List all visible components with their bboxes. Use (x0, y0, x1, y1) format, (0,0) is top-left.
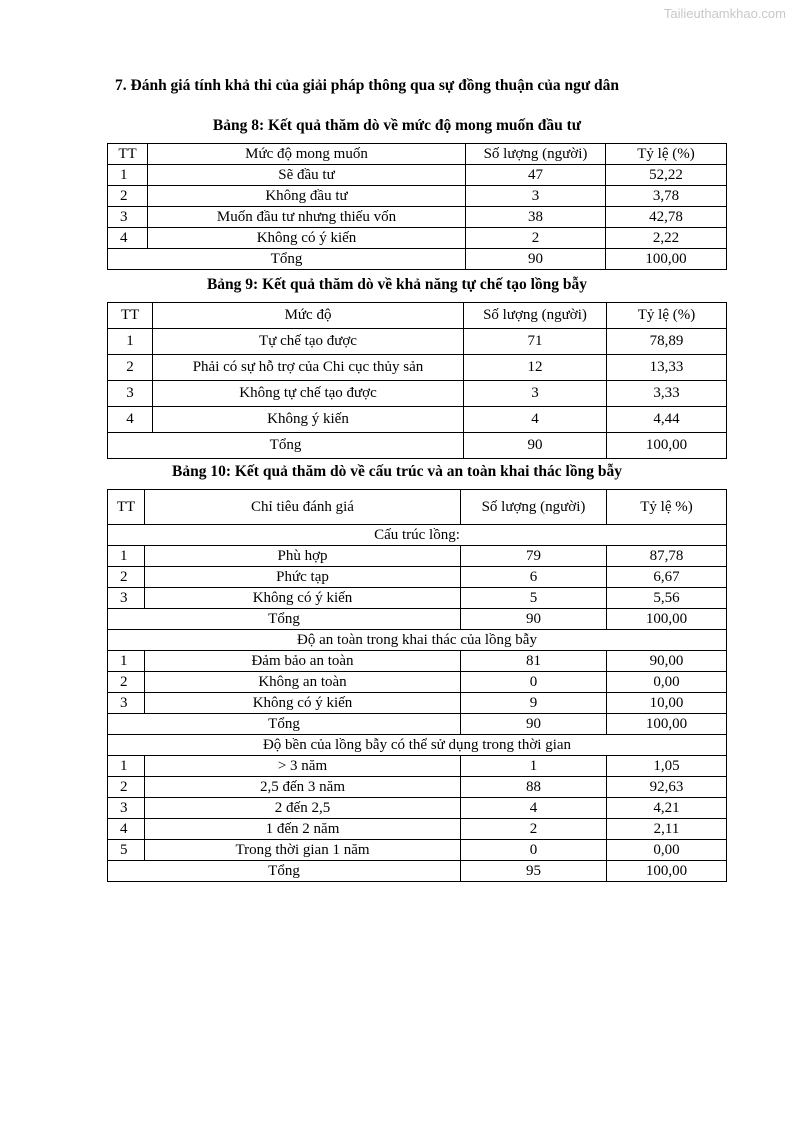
count-cell: 71 (464, 329, 607, 355)
table-row (108, 756, 727, 777)
column-header: Số lượng (người) (461, 490, 607, 525)
percent-cell: 1,05 (607, 756, 727, 777)
column-header: TT (108, 144, 148, 165)
column-header: Số lượng (người) (464, 303, 607, 329)
tt-cell: 2 (108, 186, 148, 207)
tt-cell: 2 (108, 777, 145, 798)
tt-cell: 5 (108, 840, 145, 861)
table-row (108, 355, 727, 381)
label-cell: Đảm bảo an toàn (145, 651, 461, 672)
group-title: Độ bền của lồng bẫy có thể sử dụng trong thời gian (108, 735, 727, 756)
count-cell: 9 (461, 693, 607, 714)
table-row (108, 819, 727, 840)
column-header: Số lượng (người) (466, 144, 606, 165)
table-row (108, 693, 727, 714)
column-header: Tỷ lệ (%) (606, 144, 727, 165)
group-title-row (108, 525, 727, 546)
percent-cell: 3,33 (607, 381, 727, 407)
table-header-row (108, 490, 727, 525)
table9-caption: Bảng 9: Kết quả thăm dò về khả năng tự chế tạo lồng bẫy (206, 276, 588, 293)
percent-cell: 2,22 (606, 228, 727, 249)
total-count: 90 (466, 249, 606, 270)
table8-caption: Bảng 8: Kết quả thăm dò về mức độ mong muốn đầu tư (212, 117, 582, 134)
total-percent: 100,00 (606, 249, 727, 270)
count-cell: 81 (461, 651, 607, 672)
tt-cell: 3 (108, 798, 145, 819)
total-count: 95 (461, 861, 607, 882)
column-header: Chỉ tiêu đánh giá (145, 490, 461, 525)
table-row (108, 672, 727, 693)
total-label: Tổng (108, 249, 466, 270)
percent-cell: 0,00 (607, 672, 727, 693)
label-cell: Không tự chế tạo được (153, 381, 464, 407)
group-title-row (108, 735, 727, 756)
total-row (108, 861, 727, 882)
total-label: Tổng (108, 861, 461, 882)
total-label: Tổng (108, 609, 461, 630)
tt-cell: 3 (108, 588, 145, 609)
label-cell: Trong thời gian 1 năm (145, 840, 461, 861)
count-cell: 2 (461, 819, 607, 840)
label-cell: Không ý kiến (153, 407, 464, 433)
count-cell: 88 (461, 777, 607, 798)
count-cell: 0 (461, 672, 607, 693)
tt-cell: 1 (108, 546, 145, 567)
count-cell: 2 (466, 228, 606, 249)
column-header: Mức độ (153, 303, 464, 329)
table8 (107, 143, 727, 270)
count-cell: 4 (464, 407, 607, 433)
label-cell: Muốn đầu tư nhưng thiếu vốn (148, 207, 466, 228)
percent-cell: 2,11 (607, 819, 727, 840)
table-row (108, 186, 727, 207)
percent-cell: 4,21 (607, 798, 727, 819)
total-count: 90 (464, 433, 607, 459)
count-cell: 6 (461, 567, 607, 588)
table9 (107, 302, 727, 459)
tt-cell: 2 (108, 672, 145, 693)
tt-cell: 1 (108, 165, 148, 186)
tt-cell: 4 (108, 819, 145, 840)
label-cell: Không có ý kiến (145, 693, 461, 714)
total-label: Tổng (108, 433, 464, 459)
percent-cell: 52,22 (606, 165, 727, 186)
tt-cell: 3 (108, 207, 148, 228)
total-percent: 100,00 (607, 861, 727, 882)
label-cell: Không có ý kiến (145, 588, 461, 609)
total-row (108, 609, 727, 630)
total-count: 90 (461, 714, 607, 735)
column-header: TT (108, 303, 153, 329)
percent-cell: 4,44 (607, 407, 727, 433)
table-row (108, 228, 727, 249)
label-cell: Phức tạp (145, 567, 461, 588)
total-percent: 100,00 (607, 609, 727, 630)
label-cell: Sẽ đầu tư (148, 165, 466, 186)
total-row (108, 714, 727, 735)
table-row (108, 798, 727, 819)
group-title-row (108, 630, 727, 651)
table-row (108, 651, 727, 672)
count-cell: 79 (461, 546, 607, 567)
table10-caption: Bảng 10: Kết quả thăm dò về cấu trúc và an toàn khai thác lồng bẫy (172, 463, 622, 480)
table-row (108, 567, 727, 588)
tt-cell: 1 (108, 329, 153, 355)
table-header-row (108, 303, 727, 329)
total-percent: 100,00 (607, 714, 727, 735)
percent-cell: 10,00 (607, 693, 727, 714)
tt-cell: 2 (108, 355, 153, 381)
label-cell: Phải có sự hỗ trợ của Chi cục thủy sản (153, 355, 464, 381)
count-cell: 5 (461, 588, 607, 609)
total-row (108, 433, 727, 459)
tt-cell: 2 (108, 567, 145, 588)
count-cell: 12 (464, 355, 607, 381)
label-cell: Không an toàn (145, 672, 461, 693)
table-row (108, 777, 727, 798)
label-cell: Không đầu tư (148, 186, 466, 207)
tt-cell: 1 (108, 651, 145, 672)
count-cell: 3 (464, 381, 607, 407)
label-cell: Phù hợp (145, 546, 461, 567)
tt-cell: 3 (108, 381, 153, 407)
tt-cell: 4 (108, 407, 153, 433)
label-cell: > 3 năm (145, 756, 461, 777)
total-count: 90 (461, 609, 607, 630)
count-cell: 47 (466, 165, 606, 186)
percent-cell: 90,00 (607, 651, 727, 672)
section-title: 7. Đánh giá tính khả thi của giải pháp thông qua sự đồng thuận của ngư dân (115, 77, 620, 94)
label-cell: Tự chế tạo được (153, 329, 464, 355)
column-header: Mức độ mong muốn (148, 144, 466, 165)
table-row (108, 407, 727, 433)
label-cell: 2,5 đến 3 năm (145, 777, 461, 798)
table-row (108, 546, 727, 567)
column-header: Tỷ lệ (%) (607, 303, 727, 329)
table-row (108, 588, 727, 609)
percent-cell: 92,63 (607, 777, 727, 798)
total-row (108, 249, 727, 270)
table-row (108, 381, 727, 407)
group-title: Cấu trúc lồng: (108, 525, 727, 546)
percent-cell: 0,00 (607, 840, 727, 861)
group-title: Độ an toàn trong khai thác của lồng bẫy (108, 630, 727, 651)
count-cell: 1 (461, 756, 607, 777)
percent-cell: 78,89 (607, 329, 727, 355)
percent-cell: 6,67 (607, 567, 727, 588)
total-percent: 100,00 (607, 433, 727, 459)
watermark: Tailieuthamkhao.com (663, 6, 786, 21)
table-row (108, 165, 727, 186)
label-cell: 2 đến 2,5 (145, 798, 461, 819)
count-cell: 38 (466, 207, 606, 228)
table10 (107, 489, 727, 882)
table-header-row (108, 144, 727, 165)
column-header: Tỷ lệ %) (607, 490, 727, 525)
percent-cell: 42,78 (606, 207, 727, 228)
percent-cell: 5,56 (607, 588, 727, 609)
percent-cell: 3,78 (606, 186, 727, 207)
table-row (108, 840, 727, 861)
label-cell: 1 đến 2 năm (145, 819, 461, 840)
percent-cell: 13,33 (607, 355, 727, 381)
tt-cell: 4 (108, 228, 148, 249)
table-row (108, 329, 727, 355)
tt-cell: 1 (108, 756, 145, 777)
column-header: TT (108, 490, 145, 525)
table-row (108, 207, 727, 228)
tt-cell: 3 (108, 693, 145, 714)
percent-cell: 87,78 (607, 546, 727, 567)
total-label: Tổng (108, 714, 461, 735)
count-cell: 3 (466, 186, 606, 207)
label-cell: Không có ý kiến (148, 228, 466, 249)
count-cell: 4 (461, 798, 607, 819)
count-cell: 0 (461, 840, 607, 861)
